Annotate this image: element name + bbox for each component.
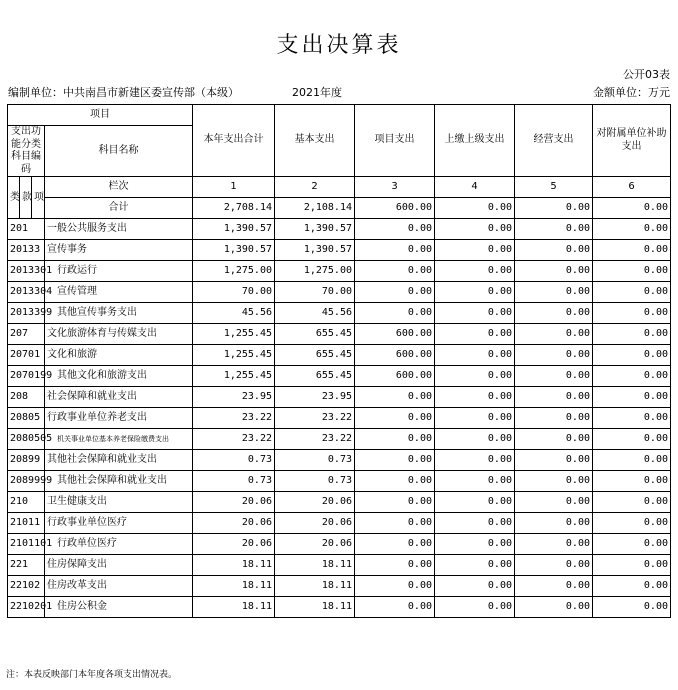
amount-cell: 0.00	[355, 282, 435, 303]
amount-cell: 0.00	[435, 261, 515, 282]
amount-cell: 1,275.00	[193, 261, 275, 282]
amount-cell: 0.00	[593, 282, 671, 303]
amount-cell: 0.00	[515, 492, 593, 513]
table-row	[8, 345, 671, 366]
amount-cell: 1,255.45	[193, 366, 275, 387]
amount-cell: 0.00	[435, 387, 515, 408]
amount-cell: 0.00	[515, 219, 593, 240]
amount-cell: 600.00	[355, 366, 435, 387]
subject-name: 社会保障和就业支出	[45, 387, 193, 408]
amount-cell: 0.00	[593, 345, 671, 366]
amount-cell: 20.06	[193, 492, 275, 513]
subject-code: 2101101	[8, 534, 45, 555]
footnote: 注：本表反映部门本年度各项支出情况表。	[6, 670, 178, 680]
xiang-header: 项	[32, 177, 45, 219]
amount-cell: 0.00	[355, 492, 435, 513]
table-row	[8, 387, 671, 408]
total-value: 600.00	[355, 198, 435, 219]
subject-code: 2070199	[8, 366, 45, 387]
amount-cell: 18.11	[275, 555, 355, 576]
amount-cell: 0.00	[435, 303, 515, 324]
total-row	[8, 198, 671, 219]
amount-cell: 0.00	[435, 429, 515, 450]
col-number-4: 4	[435, 177, 515, 198]
amount-cell: 0.00	[355, 450, 435, 471]
subject-name-header: 科目名称	[45, 126, 193, 177]
amount-cell: 45.56	[193, 303, 275, 324]
amount-cell: 0.00	[593, 492, 671, 513]
amount-cell: 1,390.57	[275, 240, 355, 261]
amount-cell: 23.22	[275, 408, 355, 429]
amount-cell: 0.00	[515, 345, 593, 366]
amount-cell: 0.73	[193, 471, 275, 492]
subject-name: 住房改革支出	[45, 576, 193, 597]
amount-cell: 0.00	[435, 534, 515, 555]
subject-code: 2013399	[8, 303, 45, 324]
subject-code: 20899	[8, 450, 45, 471]
amount-cell: 0.00	[355, 429, 435, 450]
amount-cell: 0.00	[593, 555, 671, 576]
amount-cell: 0.00	[435, 555, 515, 576]
subject-name: 行政运行	[45, 261, 193, 282]
amount-cell: 20.06	[193, 513, 275, 534]
col-number-2: 2	[275, 177, 355, 198]
amount-cell: 18.11	[193, 576, 275, 597]
amount-cell: 1,255.45	[193, 324, 275, 345]
table-row	[8, 450, 671, 471]
item-group-header: 项目	[8, 105, 193, 126]
amount-cell: 0.00	[515, 261, 593, 282]
amount-cell: 0.73	[193, 450, 275, 471]
col-number-6: 6	[593, 177, 671, 198]
amount-cell: 0.00	[593, 261, 671, 282]
amount-cell: 45.56	[275, 303, 355, 324]
subject-code: 2013301	[8, 261, 45, 282]
amount-cell: 0.00	[593, 408, 671, 429]
subject-code: 201	[8, 219, 45, 240]
amount-cell: 23.22	[193, 429, 275, 450]
subject-code: 221	[8, 555, 45, 576]
amount-cell: 20.06	[275, 492, 355, 513]
table-row	[8, 282, 671, 303]
subject-name: 其他文化和旅游支出	[45, 366, 193, 387]
subject-name: 住房公积金	[45, 597, 193, 618]
col-header-2: 基本支出	[275, 105, 355, 177]
table-row	[8, 366, 671, 387]
subject-code: 2089999	[8, 471, 45, 492]
amount-cell: 18.11	[275, 576, 355, 597]
amount-cell: 0.00	[355, 261, 435, 282]
amount-cell: 0.00	[593, 471, 671, 492]
amount-cell: 0.00	[593, 513, 671, 534]
subject-name: 宣传事务	[45, 240, 193, 261]
subject-name: 机关事业单位基本养老保险缴费支出	[45, 429, 193, 450]
amount-cell: 0.00	[515, 513, 593, 534]
col-header-4: 上缴上级支出	[435, 105, 515, 177]
amount-cell: 0.00	[515, 450, 593, 471]
subject-name: 其他社会保障和就业支出	[45, 450, 193, 471]
amount-cell: 0.00	[515, 471, 593, 492]
header-row-item-group	[8, 105, 671, 126]
subject-code: 210	[8, 492, 45, 513]
subject-name: 住房保障支出	[45, 555, 193, 576]
lei-header: 类	[8, 177, 20, 219]
table-row	[8, 219, 671, 240]
amount-cell: 0.00	[355, 576, 435, 597]
col-number-5: 5	[515, 177, 593, 198]
table-row	[8, 513, 671, 534]
amount-cell: 0.00	[515, 576, 593, 597]
amount-cell: 1,275.00	[275, 261, 355, 282]
header-row-lanci	[8, 177, 671, 198]
table-row	[8, 240, 671, 261]
total-value: 2,108.14	[275, 198, 355, 219]
amount-cell: 0.00	[515, 555, 593, 576]
table-row	[8, 492, 671, 513]
subject-name: 其他社会保障和就业支出	[45, 471, 193, 492]
func-code-header: 支出功能分类科目编码	[8, 126, 45, 177]
amount-cell: 0.73	[275, 471, 355, 492]
amount-cell: 23.22	[275, 429, 355, 450]
amount-cell: 0.00	[355, 303, 435, 324]
subject-code: 20133	[8, 240, 45, 261]
col-header-1: 本年支出合计	[193, 105, 275, 177]
amount-cell: 0.00	[435, 492, 515, 513]
amount-cell: 0.00	[593, 303, 671, 324]
subject-name: 文化和旅游	[45, 345, 193, 366]
amount-cell: 0.00	[435, 324, 515, 345]
amount-unit: 金额单位：万元	[593, 86, 670, 99]
subject-name: 行政事业单位养老支出	[45, 408, 193, 429]
table-row	[8, 324, 671, 345]
amount-cell: 0.00	[435, 240, 515, 261]
table-row	[8, 597, 671, 618]
table-row	[8, 429, 671, 450]
amount-cell: 0.00	[355, 471, 435, 492]
lanci-label: 栏次	[45, 177, 193, 198]
col-number-1: 1	[193, 177, 275, 198]
amount-cell: 1,390.57	[193, 240, 275, 261]
amount-cell: 0.00	[593, 219, 671, 240]
amount-cell: 0.00	[515, 303, 593, 324]
expenditure-table	[7, 104, 671, 618]
amount-cell: 655.45	[275, 366, 355, 387]
subject-code: 2080505	[8, 429, 45, 450]
subject-code: 207	[8, 324, 45, 345]
amount-cell: 20.06	[275, 513, 355, 534]
amount-cell: 0.00	[435, 450, 515, 471]
subject-name: 卫生健康支出	[45, 492, 193, 513]
amount-cell: 0.00	[515, 597, 593, 618]
subject-code: 2210201	[8, 597, 45, 618]
amount-cell: 23.95	[193, 387, 275, 408]
amount-cell: 1,255.45	[193, 345, 275, 366]
amount-cell: 0.00	[435, 219, 515, 240]
table-row	[8, 261, 671, 282]
amount-cell: 0.73	[275, 450, 355, 471]
col-header-3: 项目支出	[355, 105, 435, 177]
amount-cell: 600.00	[355, 345, 435, 366]
amount-cell: 655.45	[275, 345, 355, 366]
subject-name: 行政事业单位医疗	[45, 513, 193, 534]
subject-name: 行政单位医疗	[45, 534, 193, 555]
subject-code: 20805	[8, 408, 45, 429]
amount-cell: 0.00	[515, 534, 593, 555]
amount-cell: 0.00	[515, 324, 593, 345]
form-number: 公开03表	[623, 68, 670, 81]
total-value: 0.00	[435, 198, 515, 219]
amount-cell: 0.00	[515, 408, 593, 429]
amount-cell: 0.00	[515, 240, 593, 261]
amount-cell: 0.00	[593, 534, 671, 555]
table-row	[8, 303, 671, 324]
amount-cell: 0.00	[355, 534, 435, 555]
amount-cell: 0.00	[593, 240, 671, 261]
amount-cell: 0.00	[515, 366, 593, 387]
amount-cell: 0.00	[515, 429, 593, 450]
subject-code: 20701	[8, 345, 45, 366]
amount-cell: 0.00	[355, 219, 435, 240]
subject-code: 21011	[8, 513, 45, 534]
kuan-header: 款	[20, 177, 32, 219]
amount-cell: 0.00	[435, 408, 515, 429]
amount-cell: 0.00	[593, 576, 671, 597]
amount-cell: 70.00	[275, 282, 355, 303]
total-value: 0.00	[515, 198, 593, 219]
amount-cell: 70.00	[193, 282, 275, 303]
amount-cell: 0.00	[355, 387, 435, 408]
amount-cell: 0.00	[435, 282, 515, 303]
amount-cell: 18.11	[193, 555, 275, 576]
fiscal-year: 2021年度	[292, 86, 342, 99]
amount-cell: 0.00	[593, 429, 671, 450]
amount-cell: 0.00	[435, 597, 515, 618]
subject-name: 其他宣传事务支出	[45, 303, 193, 324]
table-row	[8, 408, 671, 429]
amount-cell: 655.45	[275, 324, 355, 345]
subject-code: 2013304	[8, 282, 45, 303]
amount-cell: 18.11	[193, 597, 275, 618]
total-value: 0.00	[593, 198, 671, 219]
amount-cell: 23.22	[193, 408, 275, 429]
subject-code: 208	[8, 387, 45, 408]
amount-cell: 0.00	[435, 471, 515, 492]
col-header-6: 对附属单位补助支出	[593, 105, 671, 177]
table-row	[8, 555, 671, 576]
table-row	[8, 534, 671, 555]
amount-cell: 1,390.57	[193, 219, 275, 240]
amount-cell: 0.00	[593, 450, 671, 471]
amount-cell: 23.95	[275, 387, 355, 408]
table-row	[8, 576, 671, 597]
amount-cell: 0.00	[435, 576, 515, 597]
amount-cell: 20.06	[275, 534, 355, 555]
subject-name: 一般公共服务支出	[45, 219, 193, 240]
amount-cell: 0.00	[355, 408, 435, 429]
amount-cell: 600.00	[355, 324, 435, 345]
amount-cell: 0.00	[355, 240, 435, 261]
amount-cell: 0.00	[355, 555, 435, 576]
total-value: 2,708.14	[193, 198, 275, 219]
table-row	[8, 471, 671, 492]
col-header-5: 经营支出	[515, 105, 593, 177]
amount-cell: 0.00	[593, 366, 671, 387]
amount-cell: 18.11	[275, 597, 355, 618]
amount-cell: 0.00	[435, 513, 515, 534]
amount-cell: 0.00	[593, 324, 671, 345]
amount-cell: 0.00	[435, 345, 515, 366]
amount-cell: 0.00	[515, 282, 593, 303]
amount-cell: 0.00	[355, 597, 435, 618]
amount-cell: 0.00	[593, 597, 671, 618]
total-label: 合计	[45, 198, 193, 219]
amount-cell: 0.00	[355, 513, 435, 534]
document-title: 支出决算表	[276, 33, 402, 58]
amount-cell: 0.00	[593, 387, 671, 408]
col-number-3: 3	[355, 177, 435, 198]
subject-name: 宣传管理	[45, 282, 193, 303]
subject-code: 22102	[8, 576, 45, 597]
compiling-unit: 编制单位：中共南昌市新建区委宣传部（本级）	[8, 86, 239, 99]
subject-name: 文化旅游体育与传媒支出	[45, 324, 193, 345]
amount-cell: 20.06	[193, 534, 275, 555]
amount-cell: 0.00	[515, 387, 593, 408]
amount-cell: 0.00	[435, 366, 515, 387]
amount-cell: 1,390.57	[275, 219, 355, 240]
